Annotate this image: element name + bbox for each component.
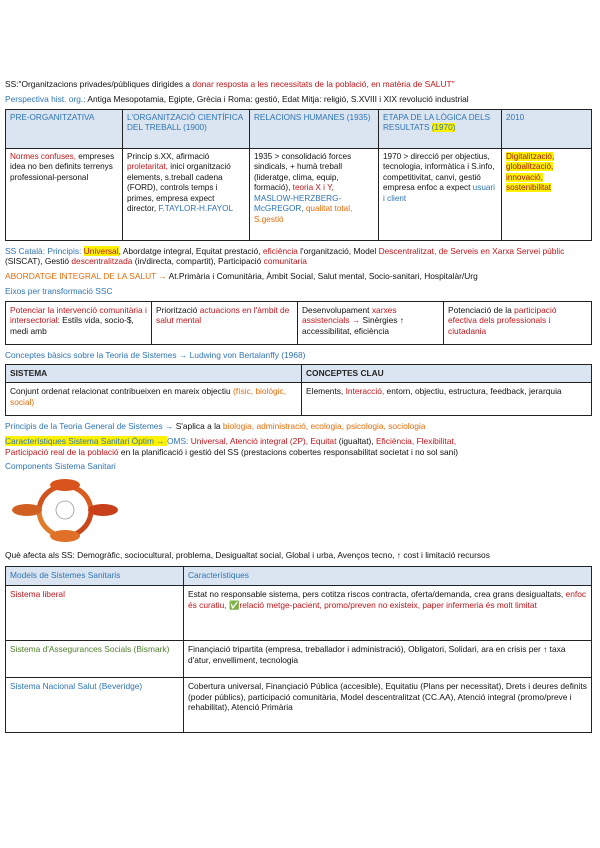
eix-xarxes-assistencials: Desenvolupament xarxes assistencials → Sinèrgies ↑ accessibilitat, eficiència: [298, 301, 444, 344]
models-table: [5, 566, 592, 733]
header-conceptes-clau: CONCEPTES CLAU: [302, 365, 592, 383]
principis-teoria: Principis de la Teoria General de Sistemes → S'aplica a la biologia, administració, ecologia, psicologia, sociologia: [5, 421, 426, 431]
cell-2010: Digitalització, globalització, innovació, sostenibilitat: [502, 148, 592, 240]
cell-organitzacio-cientifica: Princip s.XX, afirmació proletaritat, inici organització elements, s.treball cadena (FORD), controls temps i primes, empresa expect director, F.TAYLOR-H.FAYOL: [123, 148, 250, 240]
eix-participacio: Potenciació de la participació efectiva dels professionals i ciutadania: [444, 301, 592, 344]
header-organitzacio-cientifica: L'ORGANITZACIÓ CIENTÍFICA DEL TREBALL (1900): [123, 109, 250, 148]
model-bismark: Sistema d'Assegurances Socials (Bismark): [6, 640, 184, 677]
cell-logica-resultats: 1970 > direcció per objectius, tecnologia, informàtica i S.info, competitivitat, canvi, gestió empresa enfoc a expect usuari i client: [379, 148, 502, 240]
header-caracteristiques: Característiques: [184, 566, 592, 585]
model-beveridge-text: Cobertura universal, Finançiació Pública (accesible), Equitatiu (Plans per necessitat), Drets i deures definits (poder públics), participació comunitària, Model descentralitzat (CC.AA), Atenció integral (promo/preve i rehabilitat), Atenció Primària: [184, 677, 592, 732]
header-models: Models de Sistemes Sanitaris: [6, 566, 184, 585]
header-sistema: SISTEMA: [6, 365, 302, 383]
cell-conceptes-clau: Elements, Interacció, entorn, objectiu, estructura, feedback, jerarquia: [302, 383, 592, 416]
header-relacions-humanes: RELACIONS HUMANES (1935): [250, 109, 379, 148]
conceptes-title: Conceptes bàsics sobre la Teoria de Sistemes → Ludwing von Bertalanffy (1968): [5, 349, 306, 360]
sistema-table: [5, 364, 592, 416]
cycle-diagram-icon: [5, 476, 125, 544]
cell-relacions-humanes: 1935 > consolidació forces sindicals, + humà treball (lideratge, clima, equip, formació), teoria X i Y, MASLOW-HERZBERG-McGREGOR, qualitat total, S.gestió: [250, 148, 379, 240]
document: [5, 79, 591, 733]
ss-definition: SS:"Organitzacions privades/públiques dirigides a donar resposta a les necessitats de la població, en matèria de SALUT": [5, 79, 455, 89]
eixos-table: [5, 301, 592, 345]
que-afecta: Què afecta als SS: Demogràfic, sociocultural, problema, Desigualtat social, Global i urba, Avenços tecno, ↑ cost i limitació recursos: [5, 550, 490, 560]
cell-pre-organitzativa: Normes confuses, empreses idea no ben definits terrenys professional-personal: [6, 148, 123, 240]
header-2010: 2010: [502, 109, 592, 148]
eix-salut-mental: Priorització actuacions en l'àmbit de salut mental: [152, 301, 298, 344]
components-title: Components Sistema Sanitari: [5, 461, 116, 472]
model-liberal-text: Estat no responsable sistema, pers cotitza riscos contracta, oferta/demanda, crea grans desigualtats, enfoc és curatiu, ✅relació metge-pacient, promo/preven no existeix, paper infermeria és molt limitat: [184, 585, 592, 640]
abordatge-integral: ABORDATGE INTEGRAL DE LA SALUT → At.Primària i Comunitària, Àmbit Social, Salut mental, Socio-sanitari, Hospitalàr/Urg: [5, 271, 478, 281]
model-bismark-text: Finançiació tripartita (empresa, treballador i administració), Obligatori, Solidari, ara en crisis per ↑ taxa d'atur, envelliment, tecnologia: [184, 640, 592, 677]
caracteristiques-optim: Característiques Sistema Sanitari Òptim → OMS: Universal, Atenció integral (2P), Equitat (igualtat), Eficiència, Flexibilitat, Participació real de la població en la planificació i gestió del SS (prestacions cobertes responsabilitat societat i no sol sani): [5, 435, 458, 457]
eixos-title: Eixos per transformació SSC: [5, 285, 113, 296]
header-pre-organitzativa: PRE-ORGANITZATIVA: [6, 109, 123, 148]
model-liberal: Sistema liberal: [6, 585, 184, 640]
ss-catala-principles: SS Català: Principis: Universal, Abordatge integral, Equitat prestació, eficiència l'organització, Model Descentralitzat, de Serveis en Xarxa Servei públic (SISCAT), Gestió descentralitzada (in/directa, compartit), Participació comunitaria: [5, 245, 565, 267]
model-beveridge: Sistema Nacional Salut (Beveridge): [6, 677, 184, 732]
header-logica-resultats: ETAPA DE LA LÒGICA DELS RESULTATS (1970): [379, 109, 502, 148]
components-diagram: [5, 476, 125, 544]
check-icon: ✅: [226, 599, 240, 610]
historical-perspective: Perspectiva hist. org.: Antiga Mesopotamia, Egipte, Grècia i Roma: gestió, Edat Mitja: religió, S.XVIII i XIX revolució industrial: [5, 93, 469, 104]
cell-sistema: Conjunt ordenat relacionat contribueixen en mareix objectiu (físic, biològic, social): [6, 383, 302, 416]
history-table: [5, 109, 592, 241]
eix-intervencio-comunitaria: Potenciar la intervenció comunitària i intersectorial: Estils vida, socio-$, medi amb: [6, 301, 152, 344]
